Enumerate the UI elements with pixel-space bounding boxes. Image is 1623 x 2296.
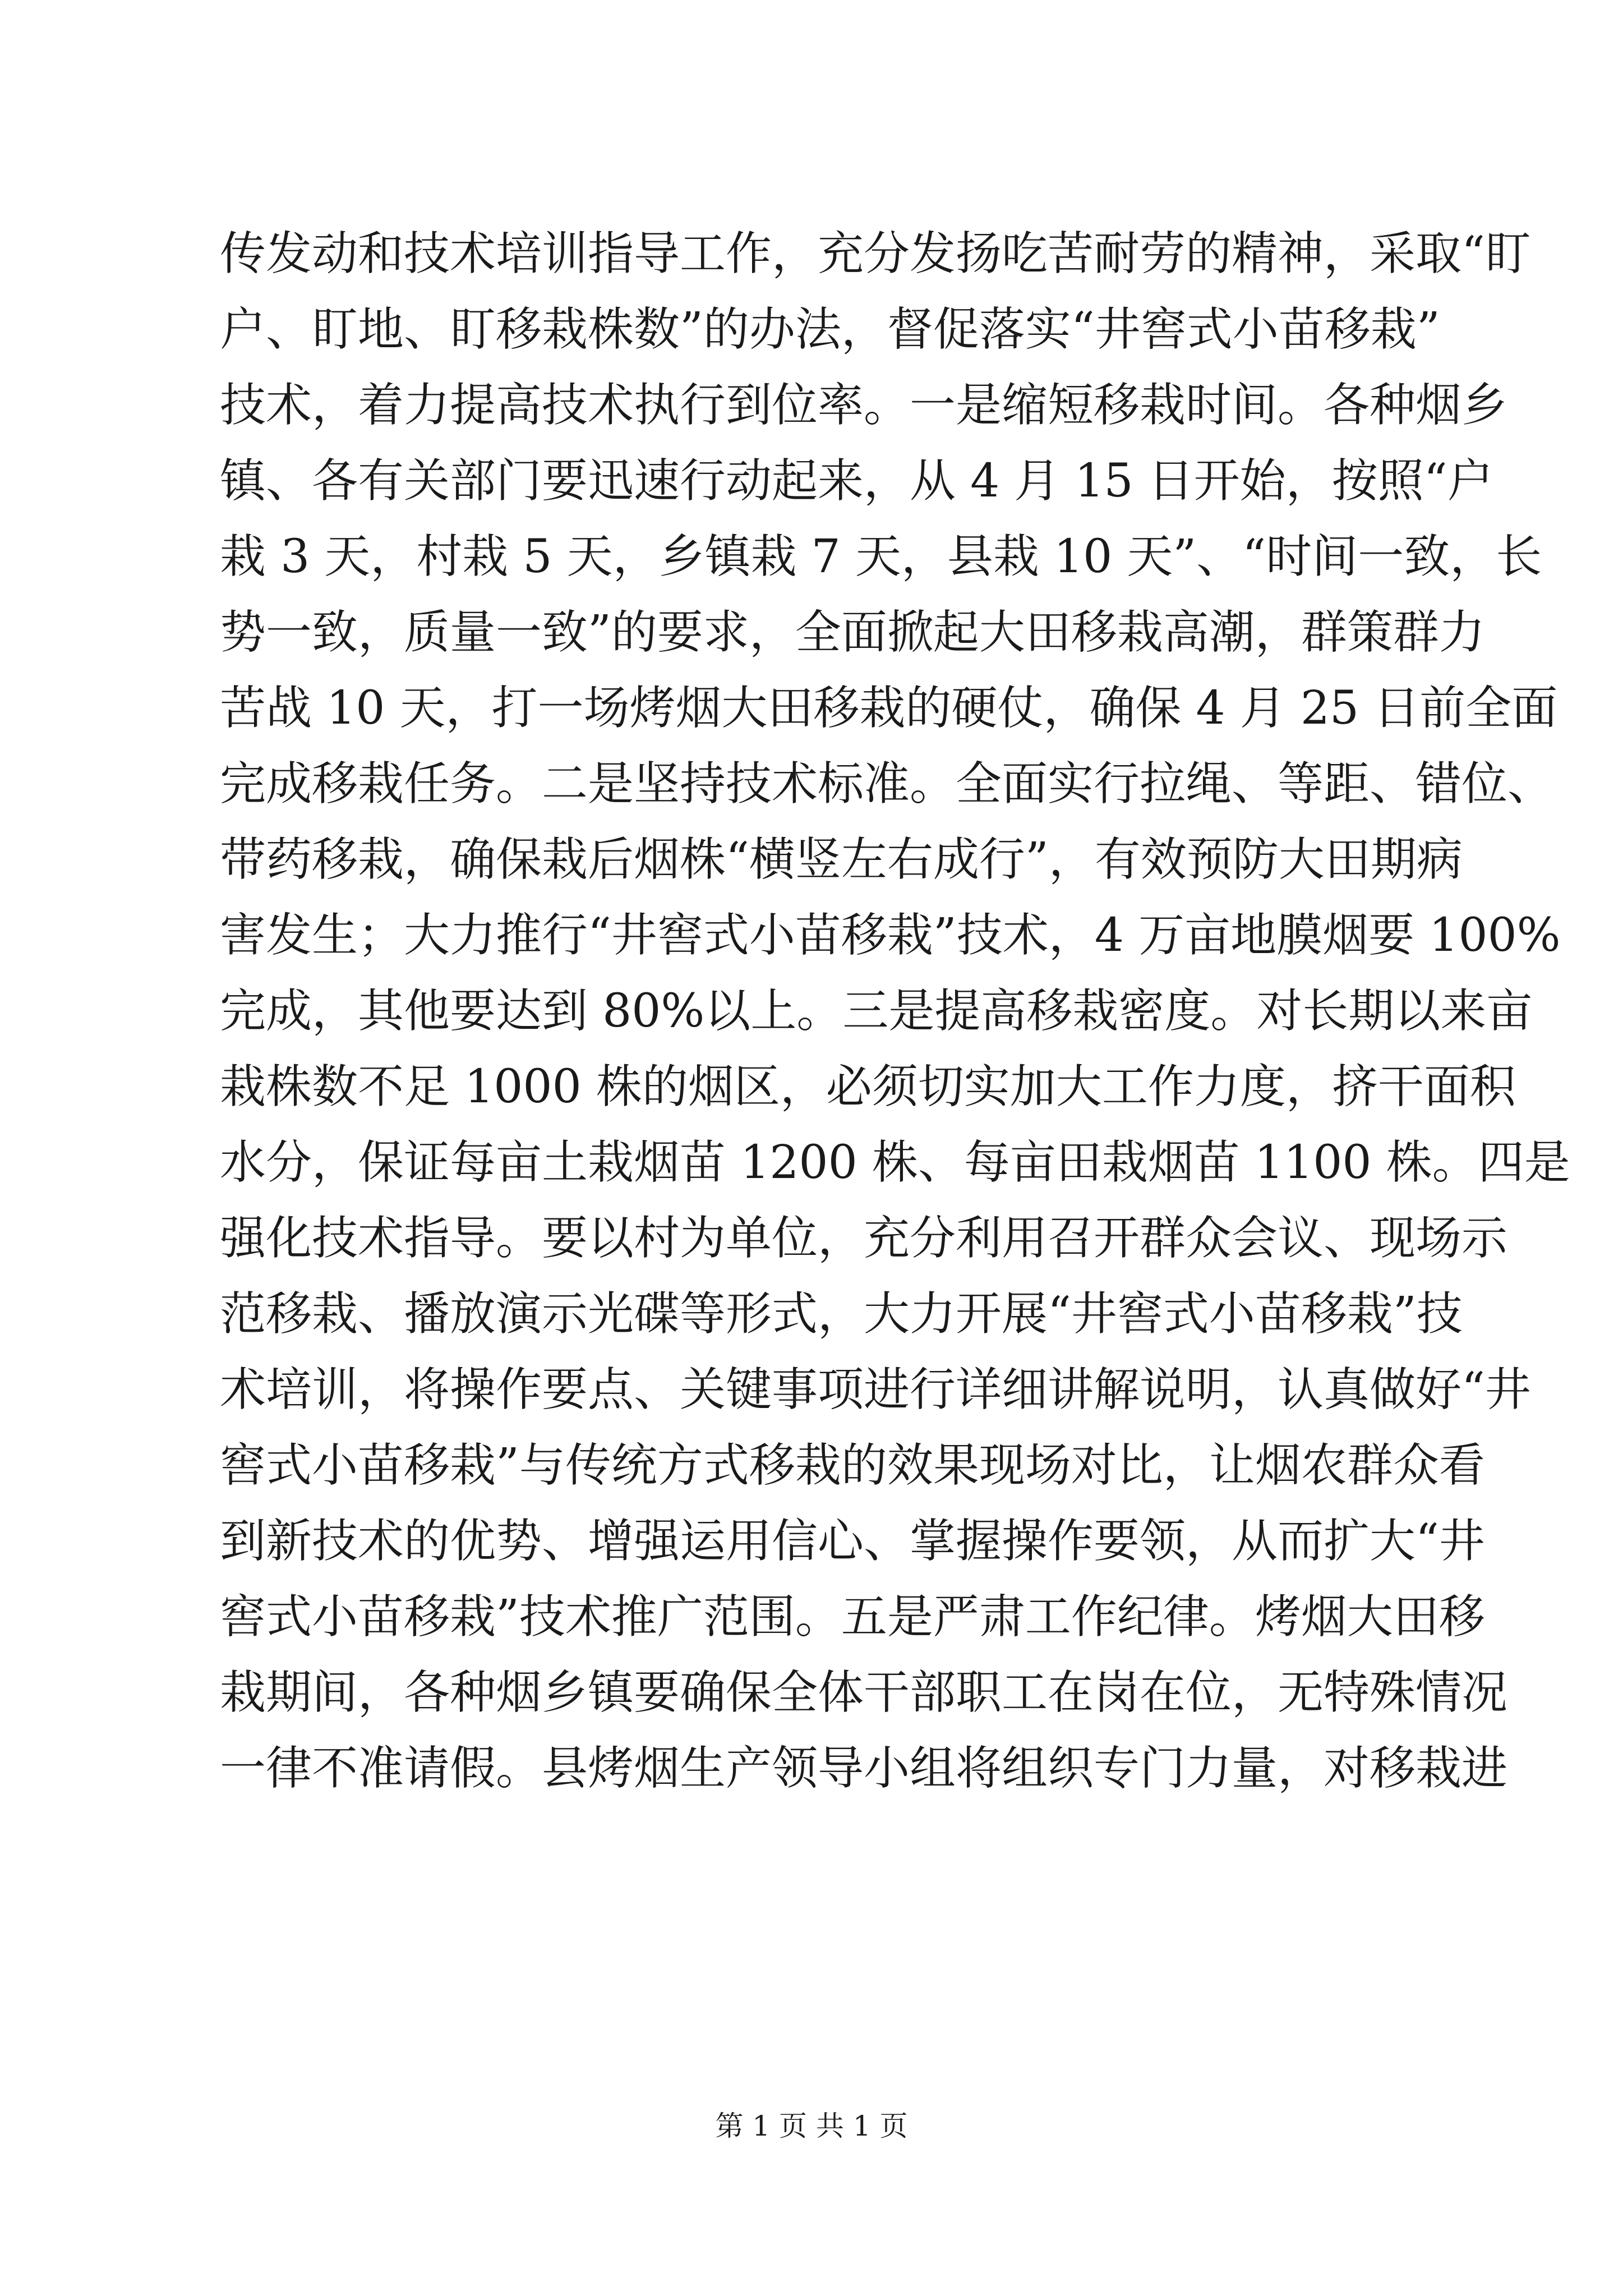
text-line: 一律不准请假。县烤烟生产领导小组将组织专门力量，对移栽进 (220, 1742, 1508, 1795)
text-line: 户、盯地、盯移栽株数”的办法，督促落实“井窖式小苗移栽” (220, 303, 1440, 356)
text-line: 窖式小苗移栽”与传统方式移栽的效果现场对比，让烟农群众看 (220, 1439, 1485, 1492)
text-line: 范移栽、播放演示光碟等形式，大力开展“井窖式小苗移栽”技 (220, 1287, 1463, 1341)
text-line: 窖式小苗移栽”技术推广范围。五是严肃工作纪律。烤烟大田移 (220, 1590, 1485, 1644)
text-line: 镇、各有关部门要迅速行动起来，从 4 月 15 日开始，按照“户 (220, 454, 1493, 508)
text-line: 完成移栽任务。二是坚持技术标准。全面实行拉绳、等距、错位、 (220, 757, 1554, 811)
text-line: 栽株数不足 1000 株的烟区，必须切实加大工作力度，挤干面积 (220, 1060, 1516, 1114)
text-line: 栽期间，各种烟乡镇要确保全体干部职工在岗在位，无特殊情况 (220, 1666, 1508, 1719)
text-line: 势一致，质量一致”的要求，全面掀起大田移栽高潮，群策群力 (220, 606, 1485, 659)
text-line: 技术，着力提高技术执行到位率。一是缩短移栽时间。各种烟乡 (220, 379, 1508, 432)
text-line: 苦战 10 天，打一场烤烟大田移栽的硬仗，确保 4 月 25 日前全面 (220, 682, 1558, 735)
text-line: 栽 3 天，村栽 5 天，乡镇栽 7 天，县栽 10 天”、“时间一致，长 (220, 530, 1542, 583)
body-paragraph (220, 216, 1570, 1806)
text-line: 完成，其他要达到 80%以上。三是提高移栽密度。对长期以来亩 (220, 984, 1533, 1038)
text-line: 到新技术的优势、增强运用信心、掌握操作要领，从而扩大“井 (220, 1515, 1485, 1568)
text-line: 强化技术指导。要以村为单位，充分利用召开群众会议、现场示 (220, 1212, 1508, 1265)
text-line: 术培训，将操作要点、关键事项进行详细讲解说明，认真做好“井 (220, 1363, 1531, 1416)
text-line: 带药移栽，确保栽后烟株“横竖左右成行”，有效预防大田期病 (220, 833, 1463, 886)
text-line: 水分，保证每亩土栽烟苗 1200 株、每亩田栽烟苗 1100 株。四是 (220, 1136, 1570, 1189)
page-footer: 第 1 页 共 1 页 (715, 2110, 908, 2142)
text-line: 传发动和技术培训指导工作，充分发扬吃苦耐劳的精神，采取“盯 (220, 227, 1531, 280)
text-line: 害发生；大力推行“井窖式小苗移栽”技术，4 万亩地膜烟要 100% (220, 909, 1561, 962)
